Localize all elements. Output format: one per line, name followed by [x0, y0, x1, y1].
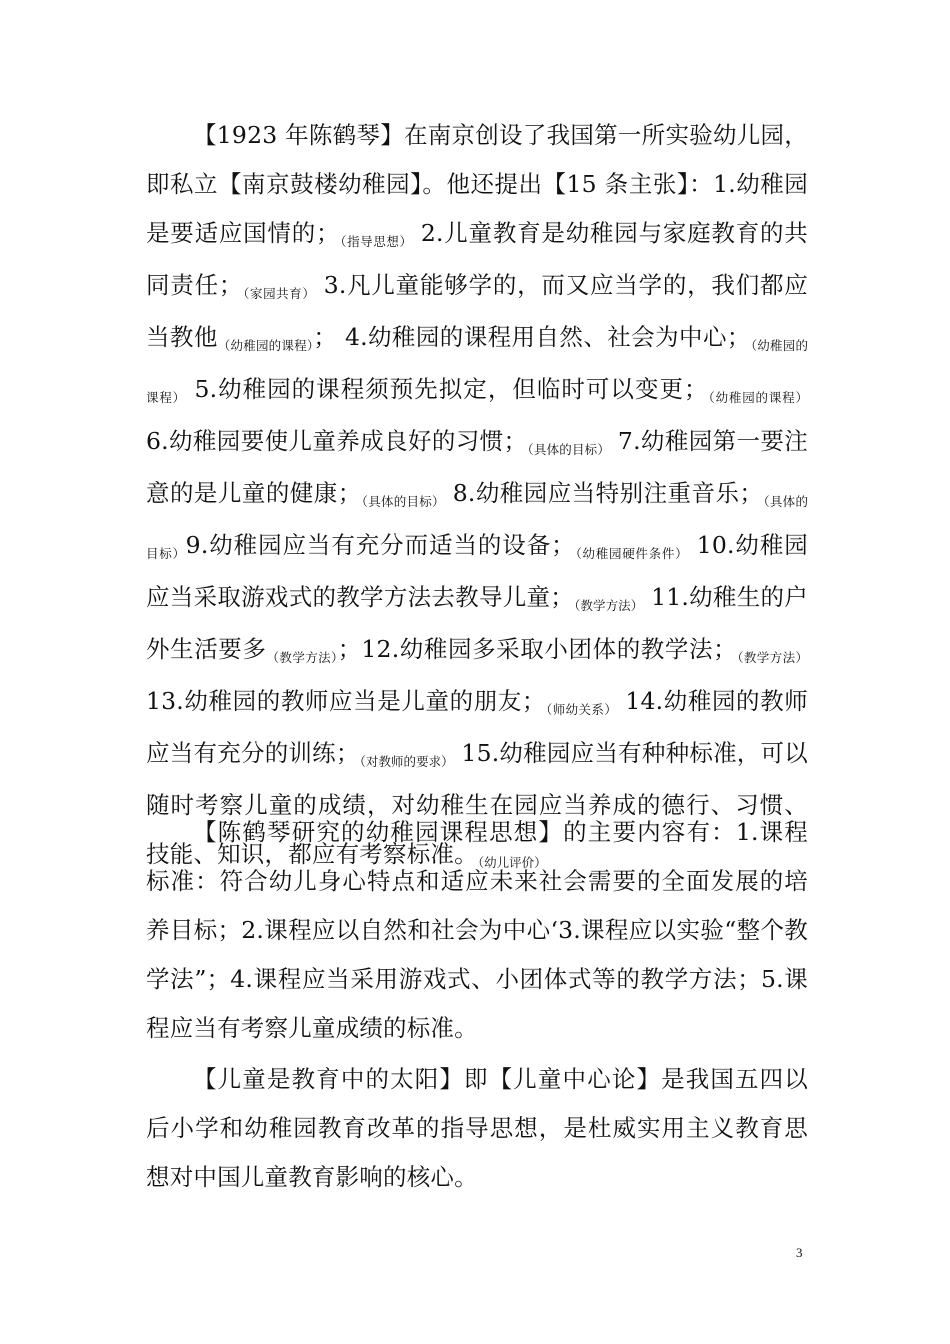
- item-5-note: （幼稚园的课程）: [707, 390, 808, 405]
- paragraph-curriculum-thought: 【陈鹤琴研究的幼稚园课程思想】的主要内容有：1.课程标准：符合幼儿身心特点和适应未来社会需要的全面发展的培养目标；2.课程应以自然和社会为中心‘3.课程应以实验“整个教学法”；4.课程应当采用游戏式、小团体式等的教学方法；5.课程应当有考察儿童成绩的标准。: [146, 818, 808, 1042]
- item-9-note: （幼稚园硬件条件）: [574, 546, 689, 561]
- item-6-text: 6.幼稚园要使儿童养成良好的习惯；: [146, 427, 528, 455]
- paragraph-intro: 【1923 年陈鹤琴】在南京创设了我国第一所实验幼儿园，即私立【南京鼓楼幼稚园】。他还提出【15 条主张】：: [146, 121, 808, 198]
- item-1-text: 1.幼稚园是要适应国情的；: [146, 170, 809, 247]
- item-14-text: 14.幼稚园的教师应当有充分的训练；: [146, 687, 808, 767]
- item-1-note: （指导思想）: [339, 234, 413, 249]
- item-4-note: （幼稚园的课程）: [146, 338, 808, 405]
- page-number: 3: [796, 1245, 803, 1260]
- item-7-note: （具体的目标）: [361, 494, 445, 509]
- item-11-after: ；: [337, 635, 362, 663]
- item-12-note: （教学方法）: [736, 650, 808, 665]
- item-13-text: 13.幼稚园的教师应当是儿童的朋友；: [146, 687, 546, 715]
- item-15-note: （幼儿评价）: [477, 855, 547, 870]
- item-5-text: 5.幼稚园的课程须预先拟定，但临时可以变更；: [194, 375, 708, 403]
- item-10-text: 10.幼稚园应当采取游戏式的教学方法去教导儿童；: [146, 531, 808, 611]
- item-8-text: 8.幼稚园应当特别注重音乐；: [452, 479, 764, 507]
- item-3-text: 3.凡儿童能够学的，而又应当学的，我们都应当教他: [146, 271, 808, 351]
- item-14-note: （对教师的要求）: [359, 754, 454, 769]
- item-9-text: 9.幼稚园应当有充分而适当的设备；: [185, 531, 575, 559]
- paragraph-chen-heqin-15-points: [146, 111, 808, 882]
- item-11-note: （教学方法）: [266, 650, 338, 665]
- item-2-note: （家园共育）: [242, 286, 316, 301]
- item-11-text: 11.幼稚生的户外生活要多: [146, 583, 808, 663]
- item-3-note: （幼稚园的课程）: [217, 338, 314, 353]
- item-13-note: （师幼关系）: [545, 702, 618, 717]
- paragraph-child-centered: 【儿童是教育中的太阳】即【儿童中心论】是我国五四以后小学和幼稚园教育改革的指导思想，是杜威实用主义教育思想对中国儿童教育影响的核心。: [146, 1065, 808, 1191]
- item-7-text: 7.幼稚园第一要注意的是儿童的健康；: [146, 427, 808, 507]
- item-12-text: 12.幼稚园多采取小团体的教学法；: [361, 635, 737, 663]
- item-3-after: ；: [313, 323, 338, 351]
- item-6-note: （具体的目标）: [527, 442, 611, 457]
- item-4-text: 4.幼稚园的课程用自然、社会为中心；: [344, 323, 751, 351]
- item-15-text: 15.幼稚园应当有种种标准，可以随时考察儿童的成绩，对幼稚生在园应当养成的德行、习惯、技能、知识，都应有考察标准。: [146, 739, 808, 868]
- item-8-note: （具体的目标）: [146, 494, 808, 561]
- item-2-text: 2.儿童教育是幼稚园与家庭教育的共同责任；: [146, 219, 808, 299]
- item-10-note: （教学方法）: [574, 598, 644, 613]
